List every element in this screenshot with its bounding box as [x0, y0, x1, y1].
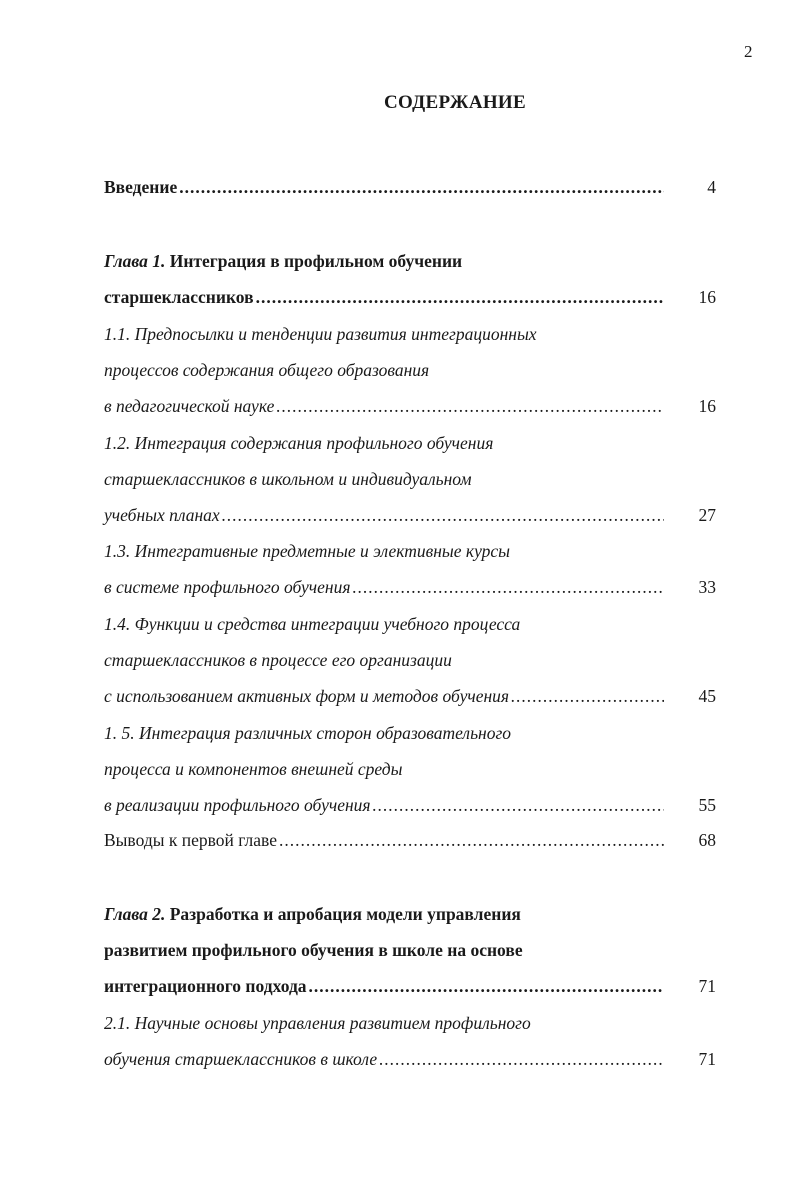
leader-dots — [279, 829, 664, 851]
page-number: 2 — [744, 42, 753, 61]
toc-entry-text: в педагогической науке — [104, 396, 275, 416]
toc-entry-section-1-2 — [104, 504, 716, 526]
toc-page-number: 68 — [698, 830, 716, 850]
chapter2-heading — [104, 903, 521, 925]
chapter-title-line: Интеграция в профильном обучении — [169, 251, 463, 271]
toc-entry-introduction — [104, 176, 716, 198]
leader-dots — [373, 794, 664, 816]
page-title: СОДЕРЖАНИЕ — [384, 92, 526, 113]
leader-dots — [309, 975, 664, 997]
toc-page-number: 71 — [698, 1049, 716, 1069]
section-1-4-line2: старшеклассников в процессе его организации — [104, 650, 452, 670]
toc-entry-text: с использованием активных форм и методов обучения — [104, 686, 510, 706]
toc-entry-chapter2 — [104, 975, 716, 997]
leader-dots — [276, 395, 664, 417]
toc-page-number: 45 — [698, 686, 716, 706]
toc-entry-text: Введение — [104, 177, 178, 197]
toc-entry-section-1-4 — [104, 685, 716, 707]
chapter2-title-line2: развитием профильного обучения в школе на основе — [104, 940, 523, 960]
section-1-1-line1: 1.1. Предпосылки и тенденции развития интеграционных — [104, 324, 537, 344]
leader-dots — [379, 1048, 664, 1070]
toc-entry-chapter1 — [104, 286, 716, 308]
toc-page-number: 16 — [698, 396, 716, 416]
toc-entry-section-1-5 — [104, 794, 716, 816]
toc-page-number: 27 — [698, 505, 716, 525]
chapter-title-line: старшеклассников — [104, 287, 254, 307]
toc-entry-section-1-3 — [104, 576, 716, 598]
leader-dots — [222, 504, 664, 526]
leader-dots — [179, 176, 664, 198]
section-1-3-line1: 1.3. Интегративные предметные и элективные курсы — [104, 541, 510, 561]
chapter1-heading — [104, 250, 462, 272]
toc-entry-text: в системе профильного обучения — [104, 577, 351, 597]
leader-dots — [256, 286, 664, 308]
chapter-title-line: Разработка и апробация модели управления — [169, 904, 521, 924]
toc-entry-text: Выводы к первой главе — [104, 830, 277, 850]
chapter-label: Глава 2. — [104, 904, 166, 924]
chapter-label: Глава 1. — [104, 251, 166, 271]
toc-page-number: 71 — [698, 976, 716, 996]
toc-page-number: 4 — [707, 177, 716, 197]
chapter-title-line: интеграционного подхода — [104, 976, 307, 996]
toc-entry-section-1-1 — [104, 395, 716, 417]
section-1-1-line2: процессов содержания общего образования — [104, 360, 430, 380]
toc-page-number: 55 — [698, 795, 716, 815]
section-1-2-line2: старшеклассников в школьном и индивидуальном — [104, 469, 472, 489]
section-1-5-line2: процесса и компонентов внешней среды — [104, 759, 403, 779]
section-1-5-line1: 1. 5. Интеграция различных сторон образовательного — [104, 723, 512, 743]
toc-entry-text: в реализации профильного обучения — [104, 795, 371, 815]
toc-entry-conclusions-chapter1 — [104, 829, 716, 851]
toc-entry-section-2-1 — [104, 1048, 716, 1070]
toc-page-number: 33 — [698, 577, 716, 597]
toc-entry-text: учебных планах — [104, 505, 220, 525]
section-2-1-line1: 2.1. Научные основы управления развитием профильного — [104, 1013, 531, 1033]
leader-dots — [511, 685, 664, 707]
toc-page-number: 16 — [698, 287, 716, 307]
section-1-4-line1: 1.4. Функции и средства интеграции учебного процесса — [104, 614, 521, 634]
toc-entry-text: обучения старшеклассников в школе — [104, 1049, 378, 1069]
section-1-2-line1: 1.2. Интеграция содержания профильного обучения — [104, 433, 494, 453]
leader-dots — [352, 576, 664, 598]
